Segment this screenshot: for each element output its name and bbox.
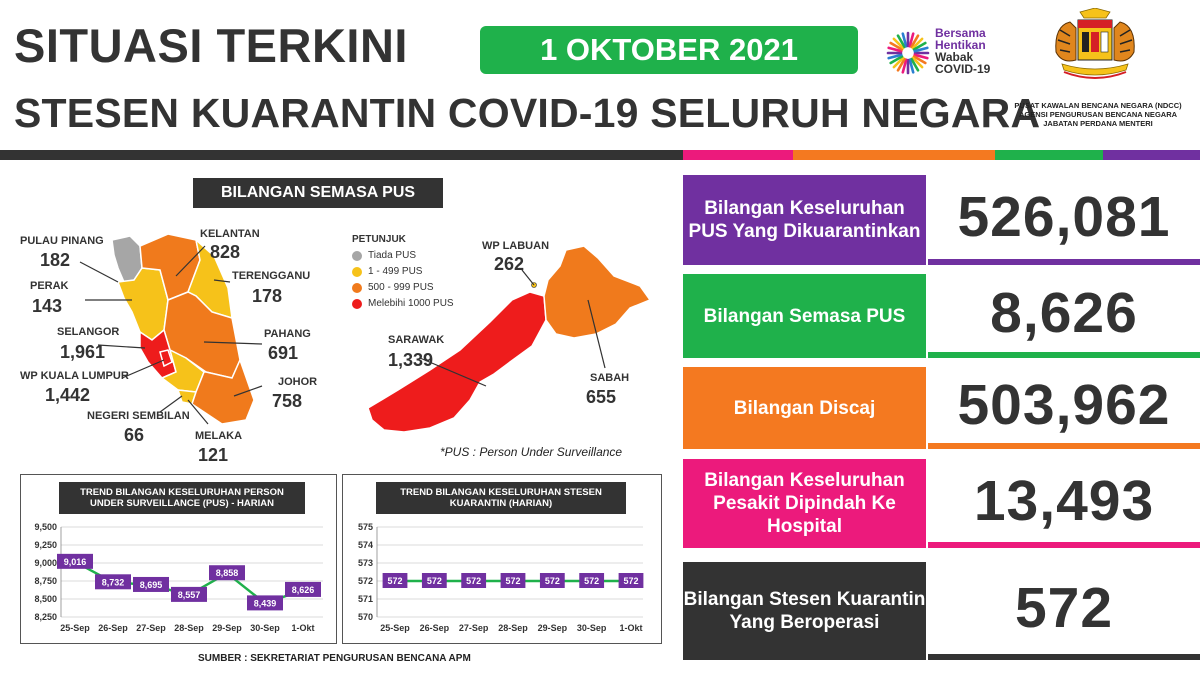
state-value-johor: 758 [272, 391, 303, 411]
x-tick-label: 28-Sep [174, 623, 204, 633]
x-tick-label: 30-Sep [250, 623, 280, 633]
stat-label-current-pus: Bilangan Semasa PUS [683, 274, 926, 358]
state-name-selangor: SELANGOR [57, 326, 120, 338]
x-tick-label: 29-Sep [212, 623, 242, 633]
y-tick-label: 8,750 [34, 576, 57, 586]
y-tick-label: 9,250 [34, 540, 57, 550]
state-name-kelantan: KELANTAN [200, 228, 260, 240]
y-tick-label: 570 [357, 612, 373, 622]
state-value-sabah: 655 [586, 387, 617, 407]
x-tick-label: 27-Sep [136, 623, 166, 633]
x-tick-label: 26-Sep [419, 623, 450, 633]
agency-line-3: JABATAN PERDANA MENTERI [1043, 119, 1153, 128]
x-tick-label: 25-Sep [60, 623, 90, 633]
x-tick-label: 28-Sep [498, 623, 528, 633]
stat-bar-current-pus [928, 352, 1200, 358]
chart-pus-trend [21, 475, 336, 643]
state-name-sabah: SABAH [590, 372, 630, 384]
x-tick-label: 27-Sep [458, 623, 489, 633]
y-tick-label: 574 [357, 540, 373, 550]
stat-label-stations: Bilangan Stesen Kuarantin Yang Beroperasi [683, 562, 926, 660]
campaign-text [935, 27, 990, 75]
chart-stations-trend [343, 475, 661, 643]
data-label: 572 [623, 576, 639, 586]
band-green [995, 150, 1103, 160]
chart-title-stations-line-2: KUARANTIN (HARIAN) [449, 498, 553, 509]
source-note: SUMBER : SEKRETARIAT PENGURUSAN BENCANA APM [198, 653, 471, 664]
state-value-wp-kl: 1,442 [45, 385, 91, 405]
state-name-melaka: MELAKA [195, 430, 243, 442]
stat-label-total-pus: Bilangan Keseluruhan PUS Yang Dikuarantinkan [683, 175, 926, 265]
x-tick-label: 1-Okt [291, 623, 315, 633]
y-tick-label: 9,500 [34, 522, 57, 532]
date-badge: 1 OKTOBER 2021 [480, 26, 858, 74]
state-name-negeri-sembilan: NEGERI SEMBILAN [87, 410, 190, 422]
stat-bar-stations [928, 654, 1200, 660]
stat-label-hospital: Bilangan Keseluruhan Pesakit Dipindah Ke Hospital [683, 459, 926, 548]
state-name-terengganu: TERENGGANU [232, 270, 311, 282]
state-name-pahang: PAHANG [264, 328, 311, 340]
state-name-wp-kl: WP KUALA LUMPUR [20, 370, 129, 382]
legend-title: PETUNJUK [352, 234, 406, 245]
state-value-pahang: 691 [268, 343, 299, 363]
page-title: SITUASI TERKINI [14, 19, 408, 72]
legend-swatch-yellow [352, 267, 362, 277]
band-orange [793, 150, 995, 160]
data-label: 8,732 [101, 577, 125, 588]
agency-line-1: PUSAT KAWALAN BENCANA NEGARA (NDCC) [1014, 101, 1182, 110]
x-tick-label: 25-Sep [380, 623, 410, 633]
data-label: 572 [466, 576, 482, 586]
coat-of-arms-icon [1040, 8, 1150, 98]
state-value-sarawak: 1,339 [388, 350, 434, 370]
y-tick-label: 8,500 [34, 594, 57, 604]
chart-title-stations-line-1: TREND BILANGAN KESELURUHAN STESEN [400, 487, 602, 498]
state-name-sarawak: SARAWAK [388, 334, 445, 346]
state-value-wp-labuan: 262 [494, 254, 525, 274]
data-label: 572 [544, 576, 560, 586]
state-value-pulau-pinang: 182 [40, 250, 71, 270]
legend-swatch-grey [352, 251, 362, 261]
state-name-wp-labuan: WP LABUAN [482, 240, 550, 252]
campaign-line-2: Hentikan [935, 38, 986, 52]
x-tick-label: 26-Sep [98, 623, 128, 633]
stat-label-discharge: Bilangan Discaj [683, 367, 926, 449]
legend-item [352, 266, 454, 277]
data-label: 572 [584, 576, 600, 586]
stat-value-hospital: 13,493 [973, 468, 1155, 533]
stat-value-stations: 572 [1014, 576, 1114, 640]
campaign-line-4: COVID-19 [935, 62, 991, 76]
map-region-sabah [544, 246, 650, 338]
campaign-line-3: Wabak [935, 50, 974, 64]
color-band [0, 150, 1200, 160]
legend-swatch-orange [352, 283, 362, 293]
stat-bar-total-pus [928, 259, 1200, 265]
y-tick-label: 8,250 [34, 612, 57, 622]
band-dark [0, 150, 683, 160]
legend-item [352, 298, 454, 309]
data-label: 572 [387, 576, 403, 586]
data-label: 572 [426, 576, 442, 586]
state-value-perak: 143 [32, 296, 63, 316]
band-pink [683, 150, 793, 160]
map-legend [352, 250, 454, 309]
state-name-johor: JOHOR [278, 376, 318, 388]
pus-footnote: *PUS : Person Under Surveillance [440, 445, 623, 459]
data-label: 572 [505, 576, 521, 586]
data-label: 8,858 [215, 568, 239, 579]
page-subtitle: STESEN KUARANTIN COVID-19 SELURUH NEGARA [14, 90, 1041, 136]
x-tick-label: 30-Sep [576, 623, 607, 633]
chart-title-pus-line-1: TREND BILANGAN KESELURUHAN PERSON [80, 487, 284, 498]
legend-item [352, 282, 454, 293]
data-label: 8,557 [177, 589, 201, 600]
x-tick-label: 29-Sep [537, 623, 568, 633]
data-label: 8,695 [139, 579, 163, 590]
chart-panel-stations [342, 474, 662, 644]
campaign-line-1: Bersama [935, 26, 986, 40]
legend-swatch-red [352, 299, 362, 309]
state-value-melaka: 121 [198, 445, 229, 465]
y-tick-label: 573 [357, 558, 373, 568]
y-tick-label: 575 [357, 522, 373, 532]
agency-text [1000, 101, 1196, 128]
y-tick-label: 9,000 [34, 558, 57, 568]
y-tick-label: 572 [357, 576, 373, 586]
data-label: 8,626 [291, 584, 315, 595]
legend-label: 500 - 999 PUS [368, 282, 434, 293]
band-purple [1103, 150, 1200, 160]
chart-panel-pus [20, 474, 337, 644]
data-label: 9,016 [63, 556, 87, 567]
map-heading: BILANGAN SEMASA PUS [193, 178, 443, 208]
stat-value-total-pus: 526,081 [957, 185, 1171, 249]
agency-line-2: AGENSI PENGURUSAN BENCANA NEGARA [1018, 110, 1178, 119]
x-tick-label: 1-Okt [619, 623, 643, 633]
legend-label: Tiada PUS [368, 250, 416, 261]
data-label: 8,439 [253, 598, 277, 609]
state-value-kelantan: 828 [210, 242, 241, 262]
chart-title-pus-line-2: UNDER SURVEILLANCE (PUS) - HARIAN [89, 498, 274, 509]
state-name-perak: PERAK [30, 280, 69, 292]
stat-value-current-pus: 8,626 [990, 281, 1138, 345]
legend-label: 1 - 499 PUS [368, 266, 423, 277]
state-value-terengganu: 178 [252, 286, 283, 306]
malaysia-map [0, 160, 680, 470]
state-value-selangor: 1,961 [60, 342, 106, 362]
stat-bar-discharge [928, 443, 1200, 449]
stat-value-discharge: 503,962 [957, 373, 1171, 437]
state-value-negeri-sembilan: 66 [124, 425, 145, 445]
stat-bar-hospital [928, 542, 1200, 548]
legend-label: Melebihi 1000 PUS [368, 298, 454, 309]
state-name-pulau-pinang: PULAU PINANG [20, 235, 104, 247]
y-tick-label: 571 [357, 594, 373, 604]
legend-item [352, 250, 454, 261]
